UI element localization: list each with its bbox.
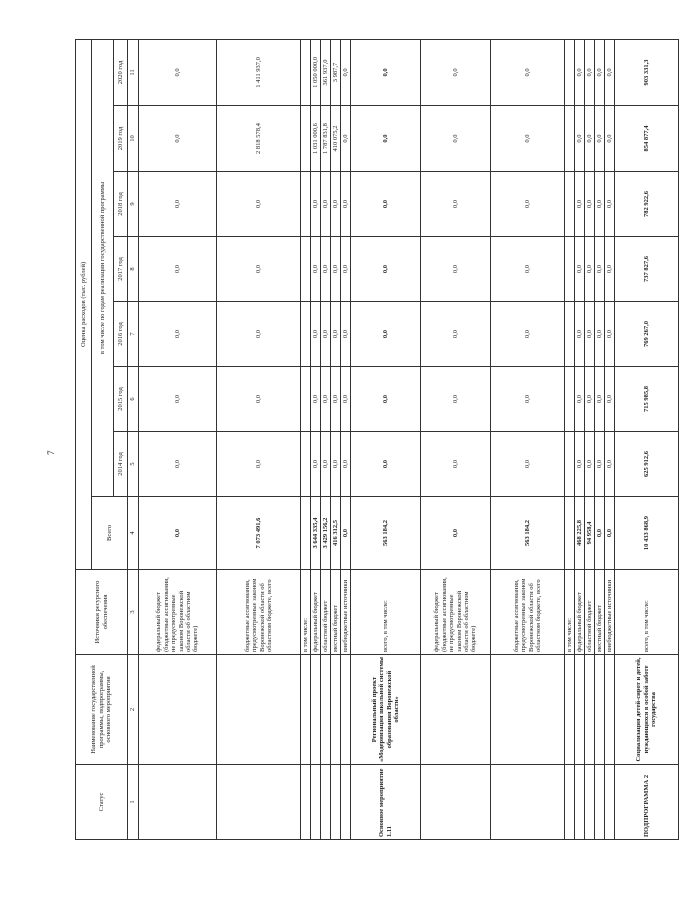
row-year-value: 0,0 bbox=[341, 237, 351, 302]
row-year-value: 0,0 bbox=[311, 432, 321, 497]
table-row bbox=[321, 39, 331, 839]
row-source: федеральный бюджет bbox=[575, 570, 585, 655]
row-year-value: 0,0 bbox=[139, 172, 217, 237]
row-total: 0,0 bbox=[421, 497, 491, 570]
row-source: местный бюджет bbox=[595, 570, 605, 655]
row-status bbox=[491, 765, 565, 840]
row-year-value: 715 985,8 bbox=[615, 367, 679, 432]
row-year-value: 0,0 bbox=[585, 39, 595, 105]
row-year-value: 0,0 bbox=[491, 39, 565, 105]
row-year-value: 0,0 bbox=[491, 237, 565, 302]
row-status: ПОДПРОГРАММА 2 bbox=[615, 765, 679, 840]
rotated-table-wrapper bbox=[75, 40, 658, 840]
header-name: Наименование государственной программы, подпрограммы, основного мероприятия bbox=[76, 655, 128, 765]
row-name bbox=[331, 655, 341, 765]
table-row bbox=[595, 39, 605, 839]
table-body bbox=[139, 39, 679, 839]
row-name: Региональный проект «Модернизация школьной системы образования Воронежской области» bbox=[351, 655, 421, 765]
row-status bbox=[421, 765, 491, 840]
row-year-value: 1 787 831,8 bbox=[321, 106, 331, 172]
col-number: 5 bbox=[128, 432, 139, 497]
table-row bbox=[585, 39, 595, 839]
row-total: 416 312,5 bbox=[331, 497, 341, 570]
row-total: 468 225,8 bbox=[575, 497, 585, 570]
row-year-value: 0,0 bbox=[351, 106, 421, 172]
table-row bbox=[615, 39, 679, 839]
row-year-value: 0,0 bbox=[331, 302, 341, 367]
row-source: всего, в том числе: bbox=[615, 570, 679, 655]
row-year-value: 0,0 bbox=[341, 39, 351, 105]
row-year-value: 0,0 bbox=[585, 172, 595, 237]
row-year-value: 0,0 bbox=[351, 302, 421, 367]
col-number: 10 bbox=[128, 106, 139, 172]
table-row bbox=[491, 39, 565, 839]
row-year-value: 0,0 bbox=[585, 237, 595, 302]
row-year-value: 0,0 bbox=[351, 432, 421, 497]
table-row bbox=[605, 39, 615, 839]
row-status bbox=[575, 765, 585, 840]
row-year-value: 0,0 bbox=[217, 432, 301, 497]
row-source: бюджетные ассигнования, предусмотренные законом Воронежской области об областном бюджете, всего bbox=[217, 570, 301, 655]
row-year-value: 0,0 bbox=[595, 106, 605, 172]
row-year-value: 737 827,6 bbox=[615, 237, 679, 302]
header-total: Всего bbox=[92, 497, 128, 570]
col-number: 2 bbox=[128, 655, 139, 765]
row-year-value: 0,0 bbox=[139, 106, 217, 172]
row-year-value: 0,0 bbox=[321, 302, 331, 367]
row-year-value: 0,0 bbox=[421, 367, 491, 432]
row-name bbox=[565, 655, 575, 765]
row-name bbox=[585, 655, 595, 765]
row-year-value: 361 937,0 bbox=[321, 39, 331, 105]
row-year-value: 0,0 bbox=[421, 106, 491, 172]
row-total: 563 184,2 bbox=[351, 497, 421, 570]
row-status bbox=[139, 765, 217, 840]
row-year-value: 0,0 bbox=[585, 432, 595, 497]
row-year-value: 0,0 bbox=[595, 302, 605, 367]
row-year-value bbox=[301, 302, 311, 367]
row-year-value: 0,0 bbox=[217, 367, 301, 432]
row-year-value: 0,0 bbox=[351, 237, 421, 302]
page-number: 7 bbox=[46, 450, 56, 455]
row-year-value: 0,0 bbox=[585, 106, 595, 172]
row-year-value: 854 877,4 bbox=[615, 106, 679, 172]
row-year-value: 0,0 bbox=[605, 172, 615, 237]
row-year-value bbox=[565, 367, 575, 432]
col-number: 11 bbox=[128, 39, 139, 105]
row-source: всего, в том числе: bbox=[351, 570, 421, 655]
row-source: в том числе: bbox=[301, 570, 311, 655]
table-row bbox=[139, 39, 217, 839]
row-year-value: 0,0 bbox=[421, 39, 491, 105]
row-year-value: 0,0 bbox=[341, 367, 351, 432]
row-year-value: 0,0 bbox=[575, 367, 585, 432]
row-year-value bbox=[565, 39, 575, 105]
row-source: федеральный бюджет bbox=[311, 570, 321, 655]
row-year-value: 0,0 bbox=[575, 106, 585, 172]
row-source: бюджетные ассигнования, предусмотренные законом Воронежской области об областном бюджете, всего bbox=[491, 570, 565, 655]
row-total: 0,0 bbox=[595, 497, 605, 570]
row-year-value bbox=[301, 237, 311, 302]
row-year-value: 0,0 bbox=[217, 237, 301, 302]
row-year-value: 0,0 bbox=[331, 237, 341, 302]
row-total: 0,0 bbox=[341, 497, 351, 570]
row-year-value: 0,0 bbox=[341, 302, 351, 367]
row-year-value: 0,0 bbox=[595, 39, 605, 105]
row-year-value: 0,0 bbox=[311, 367, 321, 432]
row-year-value: 0,0 bbox=[139, 432, 217, 497]
row-year-value: 0,0 bbox=[491, 302, 565, 367]
row-year-value: 0,0 bbox=[421, 172, 491, 237]
row-name: Социализация детей-сирот и детей, нуждающихся в особой заботе государства bbox=[615, 655, 679, 765]
row-source: федеральный бюджет (бюджетные ассигнования, не предусмотренные законом Воронежской области об областном бюджете) bbox=[139, 570, 217, 655]
row-name bbox=[421, 655, 491, 765]
row-year-value: 0,0 bbox=[491, 106, 565, 172]
row-status bbox=[341, 765, 351, 840]
row-year-value: 0,0 bbox=[139, 302, 217, 367]
row-status bbox=[595, 765, 605, 840]
row-year-value: 0,0 bbox=[605, 106, 615, 172]
row-year-value bbox=[301, 106, 311, 172]
row-year-value: 0,0 bbox=[331, 172, 341, 237]
table-row bbox=[565, 39, 575, 839]
row-total: 94 958,4 bbox=[585, 497, 595, 570]
col-number: 7 bbox=[128, 302, 139, 367]
row-year-value: 0,0 bbox=[351, 367, 421, 432]
row-year-value: 3 987,7 bbox=[331, 39, 341, 105]
row-year-value: 0,0 bbox=[605, 367, 615, 432]
row-year-value: 769 267,0 bbox=[615, 302, 679, 367]
row-name bbox=[605, 655, 615, 765]
row-total: 3 429 156,2 bbox=[321, 497, 331, 570]
row-name bbox=[575, 655, 585, 765]
row-year-value: 0,0 bbox=[311, 302, 321, 367]
row-year-value: 0,0 bbox=[491, 432, 565, 497]
col-number: 3 bbox=[128, 570, 139, 655]
row-year-value: 0,0 bbox=[575, 237, 585, 302]
row-status bbox=[331, 765, 341, 840]
header-by-years: в том числе по годам реализации государственной программы bbox=[92, 39, 114, 496]
row-year-value bbox=[565, 432, 575, 497]
row-year-value bbox=[301, 432, 311, 497]
row-year-value: 0,0 bbox=[217, 172, 301, 237]
row-year-value: 0,0 bbox=[491, 367, 565, 432]
row-year-value: 903 331,3 bbox=[615, 39, 679, 105]
row-name bbox=[311, 655, 321, 765]
col-number: 1 bbox=[128, 765, 139, 840]
row-year-value: 0,0 bbox=[595, 367, 605, 432]
row-year-value: 0,0 bbox=[605, 302, 615, 367]
row-source: федеральный бюджет (бюджетные ассигнования, не предусмотренные законом Воронежской области об областном бюджете) bbox=[421, 570, 491, 655]
table-row bbox=[301, 39, 311, 839]
row-name bbox=[341, 655, 351, 765]
header-sources: Источники ресурсного обеспечения bbox=[76, 570, 128, 655]
header-estimate: Оценка расходов (тыс. рублей) bbox=[76, 39, 92, 569]
row-status bbox=[321, 765, 331, 840]
row-status bbox=[585, 765, 595, 840]
row-year-value: 0,0 bbox=[595, 172, 605, 237]
row-year-value: 0,0 bbox=[321, 367, 331, 432]
row-total: 3 644 335,4 bbox=[311, 497, 321, 570]
row-year-value: 0,0 bbox=[585, 367, 595, 432]
table-row bbox=[341, 39, 351, 839]
table-row bbox=[575, 39, 585, 839]
row-year-value bbox=[565, 237, 575, 302]
row-year-value: 0,0 bbox=[575, 172, 585, 237]
table-row bbox=[351, 39, 421, 839]
row-year-value: 0,0 bbox=[351, 39, 421, 105]
row-year-value: 0,0 bbox=[491, 172, 565, 237]
row-year-value: 0,0 bbox=[139, 39, 217, 105]
header-year: 2018 год bbox=[114, 172, 128, 237]
row-name bbox=[595, 655, 605, 765]
row-year-value: 0,0 bbox=[331, 367, 341, 432]
row-year-value: 782 922,6 bbox=[615, 172, 679, 237]
row-year-value: 410 075,2 bbox=[331, 106, 341, 172]
col-number: 4 bbox=[128, 497, 139, 570]
row-name bbox=[217, 655, 301, 765]
row-source: местный бюджет bbox=[331, 570, 341, 655]
table-row bbox=[217, 39, 301, 839]
col-number: 8 bbox=[128, 237, 139, 302]
row-year-value: 0,0 bbox=[575, 39, 585, 105]
row-year-value bbox=[301, 172, 311, 237]
row-year-value: 625 912,6 bbox=[615, 432, 679, 497]
row-year-value: 1 411 937,0 bbox=[217, 39, 301, 105]
row-source: областной бюджет bbox=[321, 570, 331, 655]
row-total bbox=[565, 497, 575, 570]
row-name bbox=[491, 655, 565, 765]
row-year-value bbox=[565, 172, 575, 237]
row-year-value: 1 031 000,6 bbox=[311, 106, 321, 172]
row-year-value: 0,0 bbox=[139, 237, 217, 302]
header-year: 2017 год bbox=[114, 237, 128, 302]
row-year-value: 0,0 bbox=[331, 432, 341, 497]
row-year-value: 0,0 bbox=[321, 432, 331, 497]
row-total: 0,0 bbox=[139, 497, 217, 570]
row-year-value: 0,0 bbox=[595, 237, 605, 302]
row-total: 10 433 868,9 bbox=[615, 497, 679, 570]
row-year-value: 0,0 bbox=[139, 367, 217, 432]
row-status bbox=[605, 765, 615, 840]
row-total: 563 184,2 bbox=[491, 497, 565, 570]
col-number: 6 bbox=[128, 367, 139, 432]
header-year: 2014 год bbox=[114, 432, 128, 497]
table-row bbox=[311, 39, 321, 839]
row-year-value bbox=[565, 302, 575, 367]
row-year-value: 0,0 bbox=[605, 237, 615, 302]
row-year-value: 0,0 bbox=[217, 302, 301, 367]
row-source: внебюджетные источники bbox=[605, 570, 615, 655]
row-year-value: 0,0 bbox=[341, 172, 351, 237]
row-year-value: 0,0 bbox=[341, 432, 351, 497]
row-year-value: 0,0 bbox=[421, 237, 491, 302]
row-status bbox=[301, 765, 311, 840]
row-year-value: 0,0 bbox=[351, 172, 421, 237]
row-total: 7 073 491,6 bbox=[217, 497, 301, 570]
row-year-value: 0,0 bbox=[605, 39, 615, 105]
row-year-value bbox=[301, 39, 311, 105]
row-year-value: 0,0 bbox=[321, 237, 331, 302]
row-year-value: 0,0 bbox=[585, 302, 595, 367]
row-source: внебюджетные источники bbox=[341, 570, 351, 655]
row-name bbox=[139, 655, 217, 765]
row-year-value: 1 050 000,0 bbox=[311, 39, 321, 105]
row-year-value: 0,0 bbox=[341, 106, 351, 172]
row-year-value: 0,0 bbox=[321, 172, 331, 237]
table-row bbox=[331, 39, 341, 839]
row-source: областной бюджет bbox=[585, 570, 595, 655]
row-year-value: 0,0 bbox=[575, 302, 585, 367]
row-status bbox=[217, 765, 301, 840]
budget-table bbox=[75, 39, 679, 840]
row-year-value: 2 818 578,4 bbox=[217, 106, 301, 172]
row-total: 0,0 bbox=[605, 497, 615, 570]
row-source: в том числе: bbox=[565, 570, 575, 655]
row-year-value: 0,0 bbox=[421, 432, 491, 497]
row-year-value: 0,0 bbox=[311, 237, 321, 302]
row-year-value: 0,0 bbox=[595, 432, 605, 497]
row-year-value: 0,0 bbox=[605, 432, 615, 497]
row-total bbox=[301, 497, 311, 570]
row-name bbox=[301, 655, 311, 765]
col-number: 9 bbox=[128, 172, 139, 237]
row-year-value: 0,0 bbox=[421, 302, 491, 367]
header-year: 2020 год bbox=[114, 39, 128, 105]
row-year-value bbox=[565, 106, 575, 172]
row-status bbox=[311, 765, 321, 840]
row-status: Основное мероприятие 1.11 bbox=[351, 765, 421, 840]
header-year: 2015 год bbox=[114, 367, 128, 432]
row-year-value bbox=[301, 367, 311, 432]
row-status bbox=[565, 765, 575, 840]
table-row bbox=[421, 39, 491, 839]
header-year: 2016 год bbox=[114, 302, 128, 367]
row-year-value: 0,0 bbox=[311, 172, 321, 237]
header-year: 2019 год bbox=[114, 106, 128, 172]
row-name bbox=[321, 655, 331, 765]
header-status: Статус bbox=[76, 765, 128, 840]
row-year-value: 0,0 bbox=[575, 432, 585, 497]
